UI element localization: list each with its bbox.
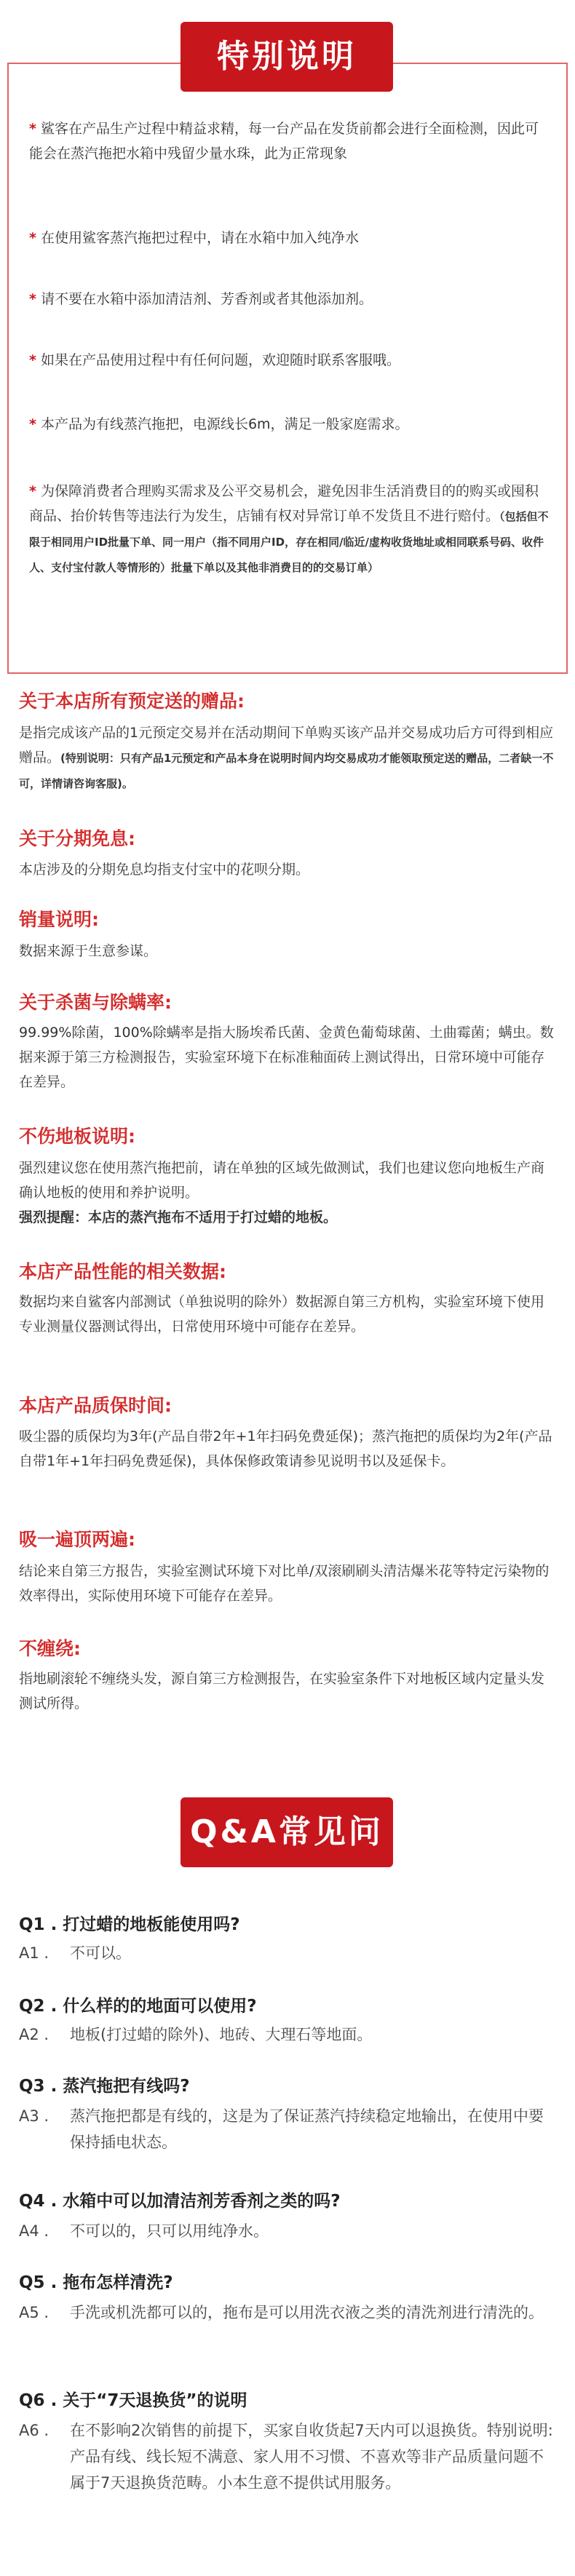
section-title: 不伤地板说明: [19, 1126, 135, 1147]
star-icon: * [29, 291, 36, 307]
section-body-text: 是指完成该产品的1元预定交易并在活动期间下单购买该产品并交易成功后方可得到相应赠品。 [19, 725, 554, 766]
qa-answer [19, 2299, 558, 2326]
qa-question: Q5 . 拖布怎样清洗? [19, 2273, 173, 2292]
section-body: 99.99%除菌，100%除螨率是指大肠埃希氏菌、金黄色葡萄球菌、土曲霉菌；螨虫。数据来源于第三方检测报告，实验室环境下在标准釉面砖上测试得出，日常环境中可能存在差异。 [19, 1025, 554, 1090]
qa-question: Q3 . 蒸汽拖把有线吗? [19, 2077, 190, 2096]
section-body: 数据均来自鲨客内部测试（单独说明的除外）数据源自第三方机构，实验室环境下使用专业测量仪器测试得出，日常使用环境中可能存在差异。 [19, 1294, 545, 1335]
qa-answer [19, 1940, 558, 1966]
section-body [19, 1156, 558, 1230]
qa-answer-prefix: A6 . [19, 2422, 49, 2439]
section-title: 关于杀菌与除螨率: [19, 992, 172, 1013]
notice-text: 本产品为有线蒸汽拖把，电源线长6m，满足一般家庭需求。 [40, 416, 409, 432]
section-title: 销量说明: [19, 909, 99, 930]
notice-item [29, 479, 550, 580]
qa-answer-text: 在不影响2次销售的前提下，买家自收货起7天内可以退换货。特别说明:产品有线、线长短不满意、家人用不习惯、不喜欢等非产品质量问题不属于7天退换货范畴。小本生意不提供试用服务。 [70, 2422, 553, 2492]
section-small-text: (特别说明：只有产品1元预定和产品本身在说明时间内均交易成功才能领取预定送的赠品，二者缺一不可，详情请咨询客服)。 [19, 752, 554, 790]
section-body: 吸尘器的质保均为3年(产品自带2年+1年扫码免费延保)；蒸汽拖把的质保均为2年(产品自带1年+1年扫码免费延保)，具体保修政策请参见说明书以及延保卡。 [19, 1428, 552, 1469]
qa-question: Q1 . 打过蜡的地板能使用吗? [19, 1915, 240, 1934]
section-body: 本店涉及的分期免息均指支付宝中的花呗分期。 [19, 862, 310, 878]
star-icon: * [29, 483, 36, 499]
qa-answer-prefix: A1 . [19, 1944, 49, 1962]
qa-answer [19, 2103, 558, 2155]
section-body [19, 720, 558, 796]
qa-answer [19, 2218, 558, 2244]
qa-answer [19, 2022, 558, 2048]
section-title: 本店产品质保时间: [19, 1395, 172, 1416]
notice-text: 为保障消费者合理购买需求及公平交易机会，避免因非生活消费目的的购买或囤积商品、抬价转售等违法行为发生，店铺有权对异常订单不发货且不进行赔付。 [29, 483, 539, 524]
section-title: 关于本店所有预定送的赠品: [19, 691, 245, 712]
notice-item [29, 116, 550, 166]
qa-answer-prefix: A4 . [19, 2222, 49, 2240]
qa-question: Q6 . 关于“7天退换货”的说明 [19, 2391, 247, 2410]
section-body: 指地刷滚轮不缠绕头发，源自第三方检测报告，在实验室条件下对地板区域内定量头发测试所得。 [19, 1671, 545, 1712]
notice-text: 鲨客在产品生产过程中精益求精，每一台产品在发货前都会进行全面检测，因此可能会在蒸汽拖把水箱中残留少量水珠，此为正常现象 [29, 121, 539, 162]
notice-item [29, 226, 550, 250]
qa-answer-text: 地板(打过蜡的除外)、地砖、大理石等地面。 [70, 2026, 373, 2043]
star-icon: * [29, 230, 36, 246]
qa-answer-text: 蒸汽拖把都是有线的，这是为了保证蒸汽持续稳定地输出，在使用中要保持插电状态。 [70, 2107, 544, 2151]
qa-answer-text: 不可以的，只可以用纯净水。 [70, 2222, 269, 2240]
qa-question: Q4 . 水箱中可以加清洁剂芳香剂之类的吗? [19, 2192, 341, 2211]
star-icon: * [29, 352, 36, 368]
qa-question: Q2 . 什么样的的地面可以使用? [19, 1997, 257, 2016]
section-body: 数据来源于生意参谋。 [19, 943, 158, 959]
section-title: 本店产品性能的相关数据: [19, 1261, 226, 1282]
notice-item [29, 348, 550, 373]
qa-answer-prefix: A2 . [19, 2026, 49, 2043]
section-body: 结论来自第三方报告，实验室测试环境下对比单/双滚刷刷头清洁爆米花等特定污染物的效率得出，实际使用环境下可能存在差异。 [19, 1563, 550, 1604]
notice-text: 在使用鲨客蒸汽拖把过程中，请在水箱中加入纯净水 [40, 230, 359, 246]
notice-text: 如果在产品使用过程中有任何问题，欢迎随时联系客服哦。 [40, 352, 400, 368]
qa-answer-text: 手洗或机洗都可以的，拖布是可以用洗衣液之类的清洗剂进行清洗的。 [70, 2304, 544, 2321]
qa-answer-prefix: A5 . [19, 2304, 49, 2321]
special-notice-title: 特别说明 [181, 22, 393, 92]
notice-small-text: （包括但不限于相同用户ID批量下单、同一用户（指不同用户ID，存在相同/临近/虚构收货地址或相同联系号码、收件人、支付宝付款人等情形的）批量下单以及其他非消费目的的交易订单） [29, 510, 549, 574]
qa-title: Q&A常见问题 [181, 1797, 393, 1867]
section-title: 关于分期免息: [19, 828, 135, 849]
qa-answer-text: 不可以。 [70, 1944, 131, 1962]
section-bold-text: 强烈提醒：本店的蒸汽拖布不适用于打过蜡的地板。 [19, 1209, 338, 1225]
notice-item [29, 412, 550, 437]
star-icon: * [29, 416, 36, 432]
section-title: 不缠绕: [19, 1638, 81, 1659]
qa-answer [19, 2417, 558, 2496]
qa-answer-prefix: A3 . [19, 2107, 49, 2125]
star-icon: * [29, 121, 36, 137]
special-notice-box [7, 63, 568, 674]
section-title: 吸一遍顶两遍: [19, 1529, 135, 1550]
notice-item [29, 287, 550, 311]
section-body-text: 强烈建议您在使用蒸汽拖把前，请在单独的区域先做测试，我们也建议您向地板生产商确认地板的使用和养护说明。 [19, 1160, 545, 1201]
notice-text: 请不要在水箱中添加清洁剂、芳香剂或者其他添加剂。 [40, 291, 373, 307]
